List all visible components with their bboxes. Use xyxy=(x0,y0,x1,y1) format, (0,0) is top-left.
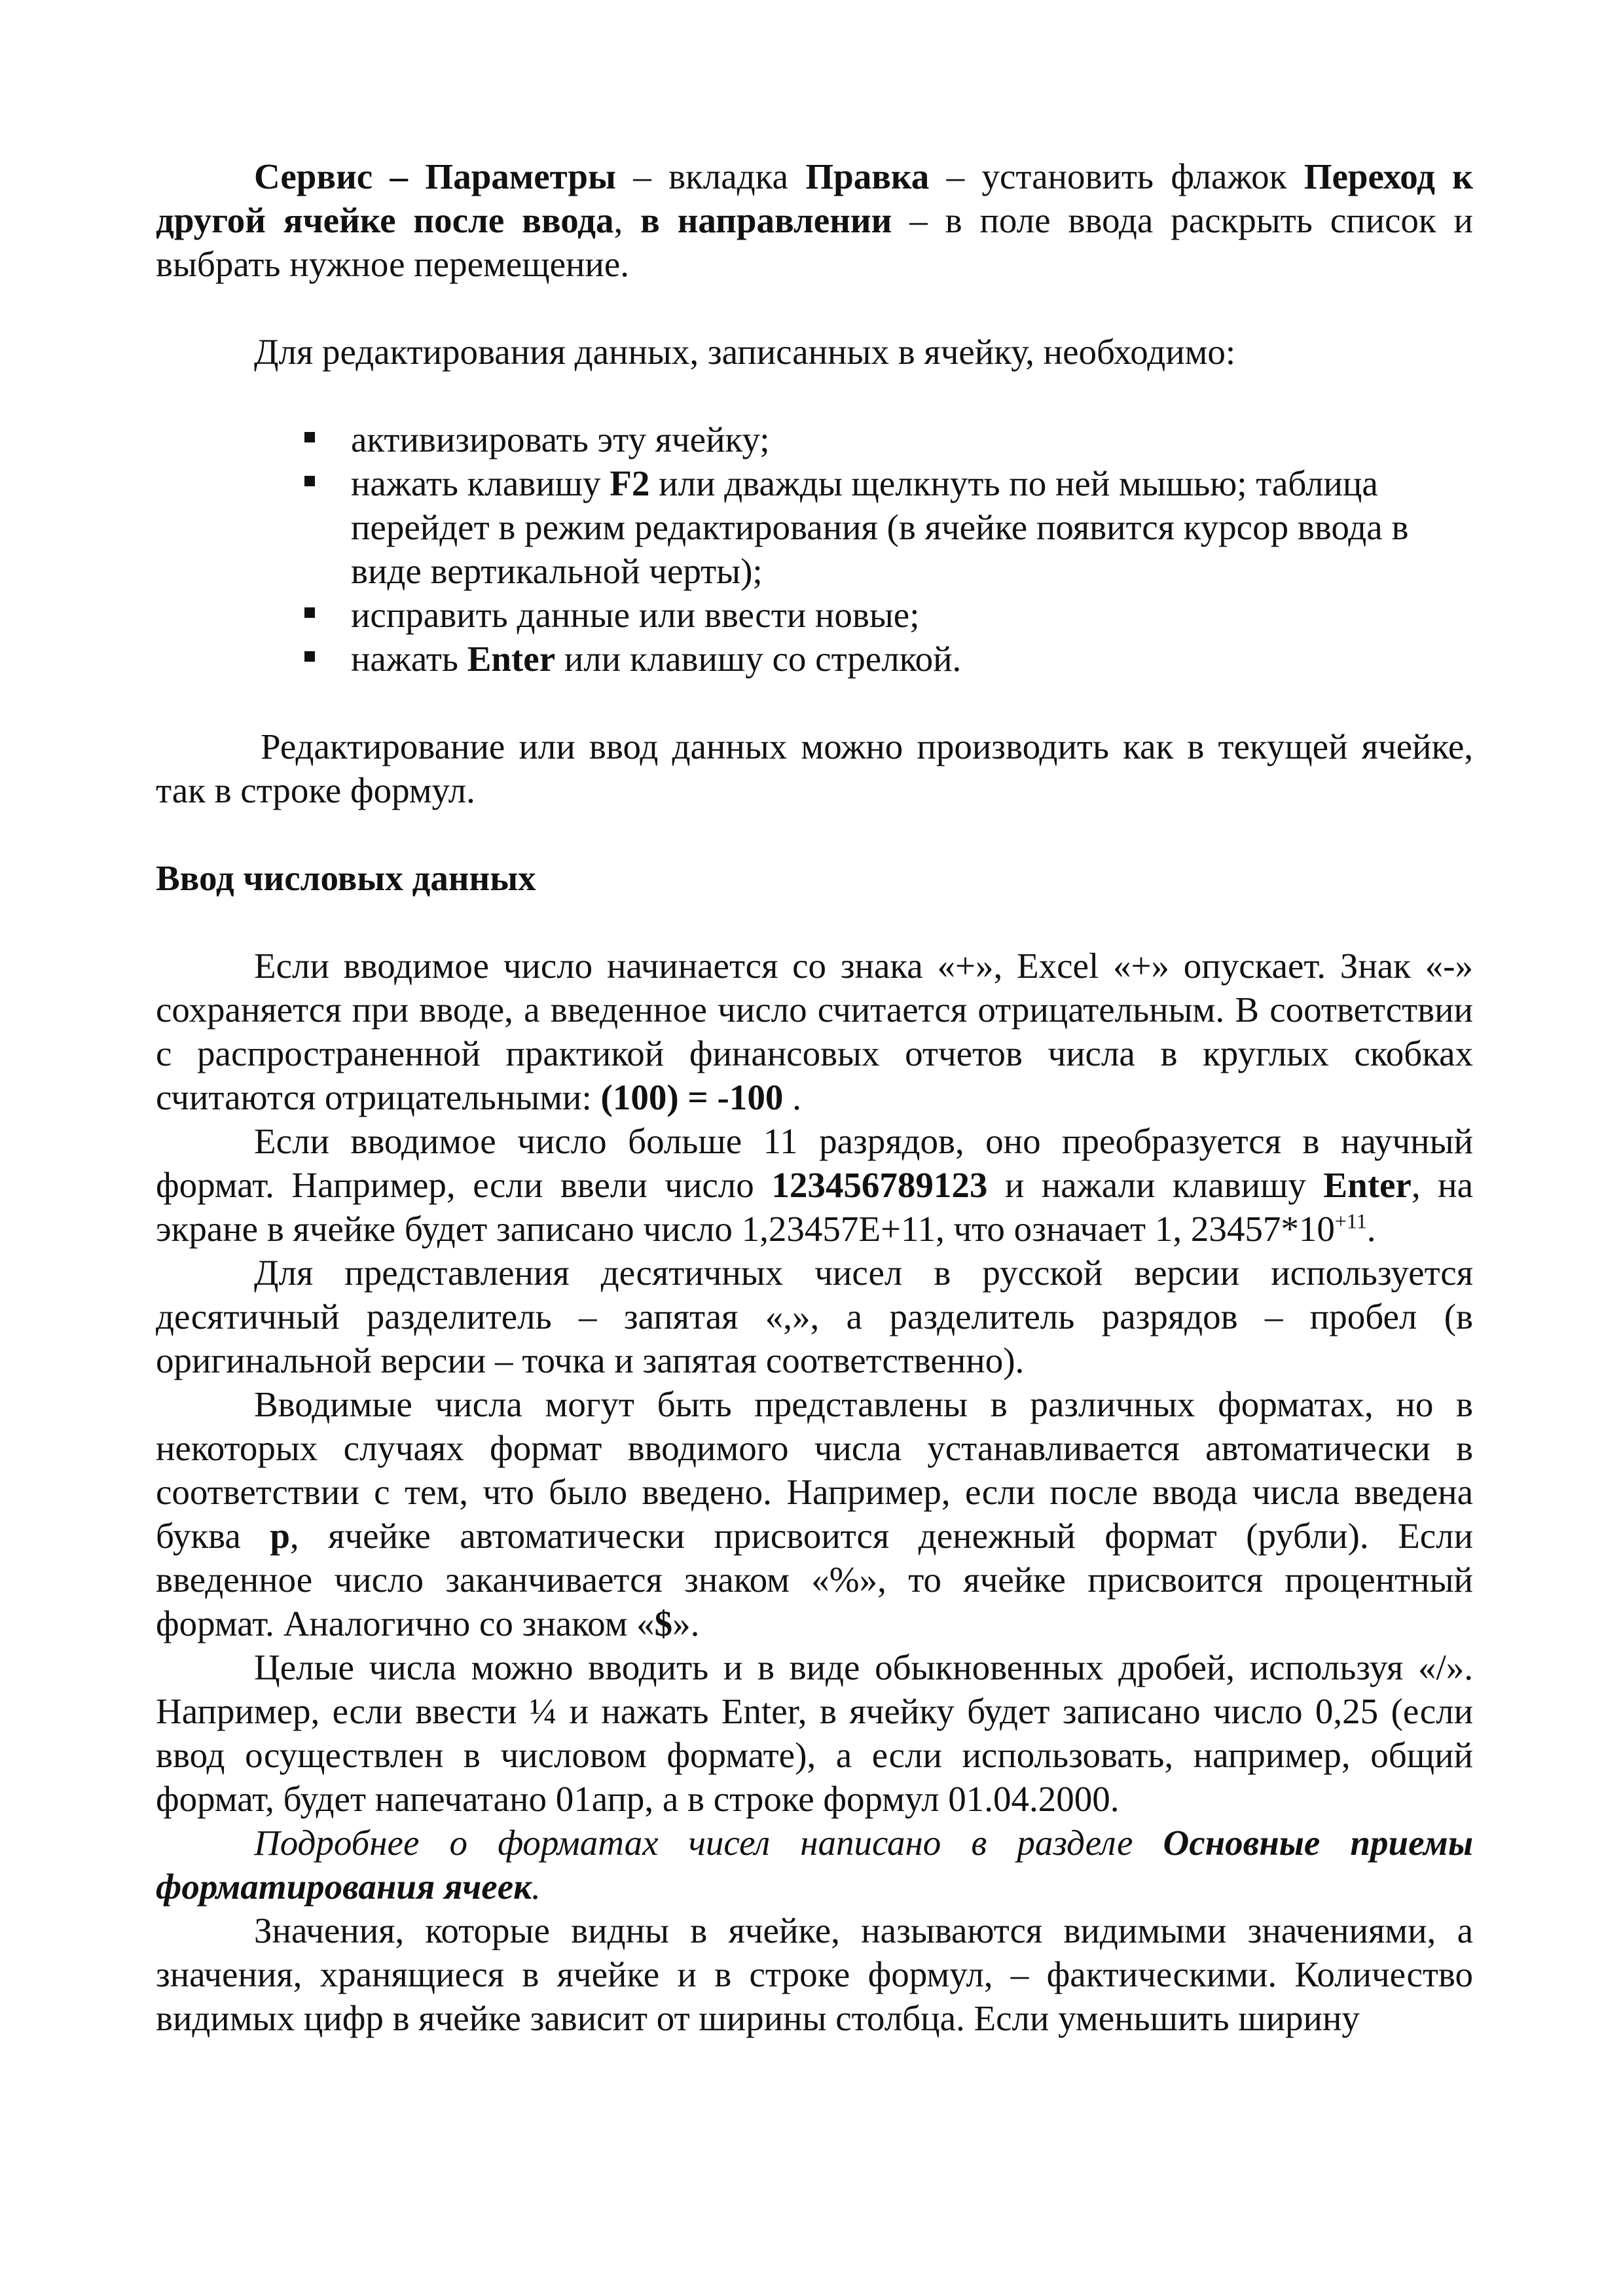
key-name-enter: Enter xyxy=(1323,1165,1412,1205)
option-name-direction: в направлении xyxy=(640,200,892,240)
list-item xyxy=(156,418,1473,461)
text-segment: – вкладка xyxy=(615,156,806,196)
text-segment: – установить флажок xyxy=(929,156,1304,196)
text-segment: Вводимые числа могут быть представлены в различных форматах, но в некоторых случаях формат вводимого числа устанавливается автоматически в соответствии с тем, что было введено. Например, если после ввода числа введена буква xyxy=(156,1384,1473,1556)
checkbox-name-move-after-enter: Переход к другой ячейке после ввода xyxy=(156,156,1473,240)
square-bullet-icon xyxy=(304,607,315,618)
list-item xyxy=(156,461,1473,593)
square-bullet-icon xyxy=(304,651,315,662)
text-segment: – в поле ввода раскрыть список и выбрать нужное перемещение. xyxy=(156,200,1473,284)
list-item-text: или дважды щелкнуть по ней мышью; таблица перейдет в режим редактирования (в ячейке появится курсор ввода в виде вертикальной черты); xyxy=(351,463,1409,591)
text-segment: . xyxy=(783,1077,801,1117)
exponent-superscript: +11 xyxy=(1334,1209,1367,1233)
document-body xyxy=(156,154,1473,2040)
list-item-text: или клавишу со стрелкой. xyxy=(555,639,962,679)
text-segment: , xyxy=(613,200,641,240)
paragraph-settings-instructions xyxy=(156,154,1473,286)
symbol-dollar: $ xyxy=(654,1604,673,1643)
paragraph-format-reference xyxy=(156,1821,1473,1909)
text-segment: . xyxy=(1366,1209,1376,1249)
text-segment: , на экране в ячейке будет записано число 1,23457E+11, что означает 1, 23457*10 xyxy=(156,1165,1473,1249)
paragraph-scientific-format xyxy=(156,1119,1473,1251)
list-item-text: нажать клавишу xyxy=(351,463,610,503)
key-name-enter: Enter xyxy=(467,639,556,679)
paragraph-decimal-separator: Для представления десятичных чисел в русской версии используется десятичный разделитель – запятая «,», а разделитель разрядов – пробел (в оригинальной версии – точка и запятая соответственно). xyxy=(156,1253,1473,1380)
text-segment: Если вводимое число больше 11 разрядов, оно преобразуется в научный формат. Например, если ввели число xyxy=(156,1121,1473,1205)
letter-ruble: р xyxy=(270,1516,290,1556)
text-segment: . xyxy=(531,1867,541,1907)
text-segment: , ячейке автоматически присвоится денежный формат (рубли). Если введенное число заканчивается знаком «%», то ячейке присвоится процентный формат. Аналогично со знаком « xyxy=(156,1516,1474,1643)
paragraph-visible-values: Значения, которые видны в ячейке, называются видимыми значениями, а значения, хранящиеся в ячейке и в строке формул, – фактическими. Количество видимых цифр в ячейке зависит от ширины столбца. Если уменьшить ширину xyxy=(156,1910,1473,2038)
example-negative-number: (100) = -100 xyxy=(600,1077,784,1117)
menu-path-service-parameters: Сервис – Параметры xyxy=(254,156,616,196)
list-item-text: нажать xyxy=(351,639,467,679)
text-segment: Подробнее о форматах чисел написано в разделе xyxy=(254,1823,1163,1863)
text-segment: и нажали клавишу xyxy=(987,1165,1324,1205)
paragraph-editing-intro: Для редактирования данных, записанных в ячейку, необходимо: xyxy=(254,332,1236,372)
section-reference-cell-formatting: Основные приемы форматирования ячеек xyxy=(156,1823,1473,1907)
list-item xyxy=(156,593,1473,637)
section-heading-numeric-input: Ввод числовых данных xyxy=(156,858,536,898)
paragraph-fractions: Целые числа можно вводить и в виде обыкновенных дробей, используя «/». Например, если ввести ¼ и нажать Enter, в ячейку будет записано число 0,25 (если ввод осуществлен в числовом формате), а если использовать, например, общий формат, будет напечатано 01апр, а в строке формул 01.04.2000. xyxy=(156,1647,1473,1819)
square-bullet-icon xyxy=(304,476,315,486)
paragraph-sign-handling xyxy=(156,944,1473,1119)
list-item-text: исправить данные или ввести новые; xyxy=(351,595,920,635)
text-segment: Если вводимое число начинается со знака «+», Excel «+» опускает. Знак «-» сохраняется при вводе, а введенное число считается отрицательным. В соответствии с распространенной практикой финансовых отчетов числа в круглых скобках считаются отрицательными: xyxy=(156,946,1473,1117)
text-segment: ». xyxy=(672,1604,700,1643)
square-bullet-icon xyxy=(304,432,315,442)
paragraph-auto-format xyxy=(156,1382,1473,1645)
list-item-text: активизировать эту ячейку; xyxy=(351,420,770,459)
paragraph-editing-location: Редактирование или ввод данных можно производить как в текущей ячейке, так в строке формул. xyxy=(156,726,1473,810)
tab-name-edit: Правка xyxy=(805,156,930,196)
key-name-f2: F2 xyxy=(610,463,650,503)
editing-steps-list xyxy=(156,418,1473,681)
list-item xyxy=(156,637,1473,681)
example-long-number: 123456789123 xyxy=(771,1165,988,1205)
